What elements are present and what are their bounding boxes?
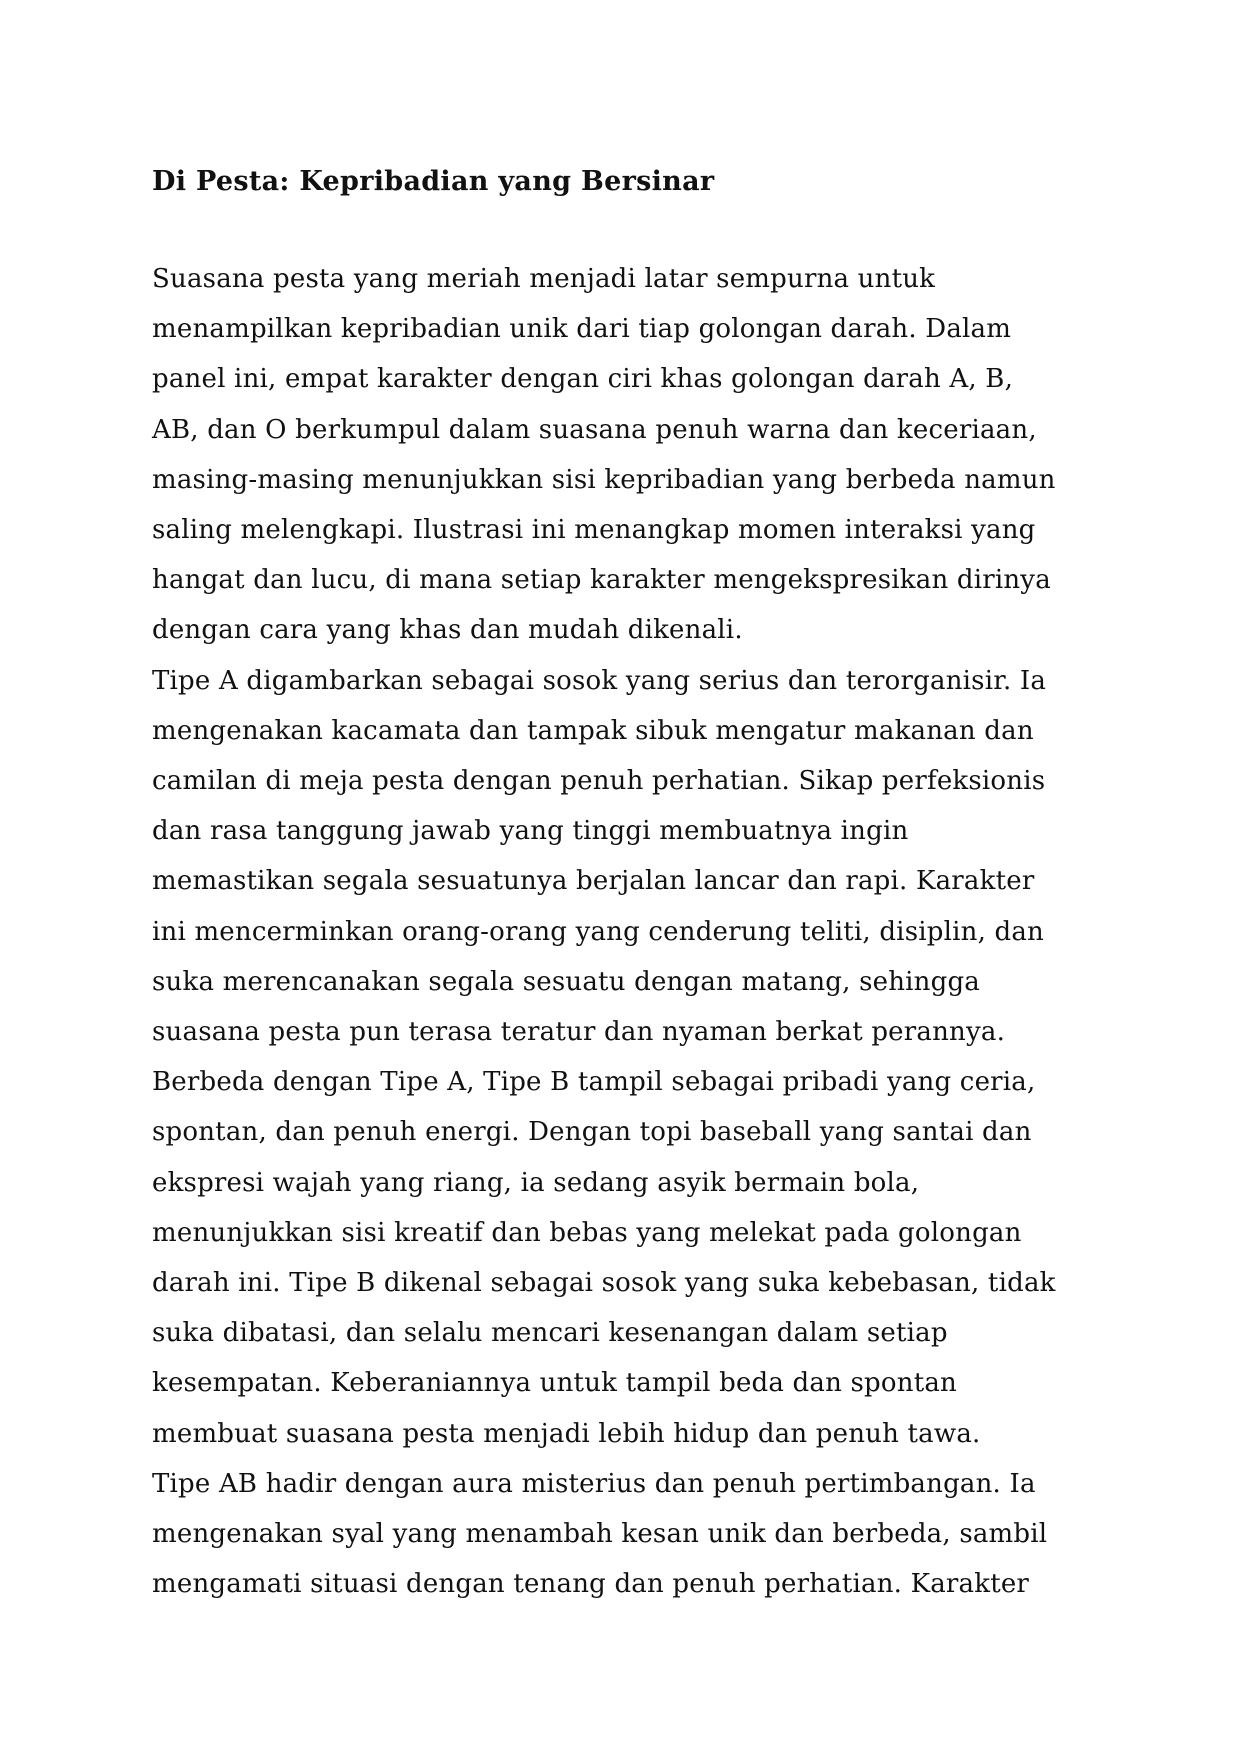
body-line: Berbeda dengan Tipe A, Tipe B tampil sebagai pribadi yang ceria, [152,1067,1036,1098]
body-line: Suasana pesta yang meriah menjadi latar sempurna untuk [152,264,936,294]
body-line: ini mencerminkan orang-orang yang cenderung teliti, disiplin, dan [152,916,1044,947]
body-line: panel ini, empat karakter dengan ciri khas golongan darah A, B, [152,364,1014,395]
body-line: masing-masing menunjukkan sisi kepribadian yang berbeda namun [152,464,1056,495]
body-line: memastikan segala sesuatunya berjalan lancar dan rapi. Karakter [152,866,1035,897]
body-line: kesempatan. Keberaniannya untuk tampil beda dan spontan [152,1368,957,1399]
body-line: menunjukkan sisi kreatif dan bebas yang melekat pada golongan [152,1217,1022,1248]
body-line: ekspresi wajah yang riang, ia sedang asyik bermain bola, [152,1167,920,1198]
body-line: Tipe A digambarkan sebagai sosok yang serius dan terorganisir. Ia [152,665,1047,696]
body-line: dan rasa tanggung jawab yang tinggi membuatnya ingin [152,816,909,847]
body-line: saling melengkapi. Ilustrasi ini menangkap momen interaksi yang [152,515,1036,546]
body-line: mengenakan syal yang menambah kesan unik dan berbeda, sambil [152,1519,1048,1550]
body-line: hangat dan lucu, di mana setiap karakter mengekspresikan dirinya [152,565,1051,596]
document-body [152,254,1092,1609]
body-line: darah ini. Tipe B dikenal sebagai sosok yang suka kebebasan, tidak [152,1268,1056,1299]
body-line: mengamati situasi dengan tenang dan penuh perhatian. Karakter [152,1569,1030,1600]
body-line: Tipe AB hadir dengan aura misterius dan penuh pertimbangan. Ia [152,1468,1036,1499]
body-line: camilan di meja pesta dengan penuh perhatian. Sikap perfeksionis [152,766,1046,797]
document-title: Di Pesta: Kepribadian yang Bersinar [152,166,715,197]
body-line: mengenakan kacamata dan tampak sibuk mengatur makanan dan [152,715,1034,746]
body-line: suka dibatasi, dan selalu mencari kesenangan dalam setiap [152,1318,948,1349]
body-line: suasana pesta pun terasa teratur dan nyaman berkat perannya. [152,1017,1006,1048]
body-line: menampilkan kepribadian unik dari tiap golongan darah. Dalam [152,314,1012,345]
body-line: membuat suasana pesta menjadi lebih hidup dan penuh tawa. [152,1418,981,1449]
body-line: AB, dan O berkumpul dalam suasana penuh warna dan keceriaan, [152,414,1037,445]
body-line: dengan cara yang khas dan mudah dikenali. [152,615,743,646]
document-content [152,158,1092,1609]
body-line: suka merencanakan segala sesuatu dengan matang, sehingga [152,966,980,997]
body-line: spontan, dan penuh energi. Dengan topi baseball yang santai dan [152,1117,1032,1148]
